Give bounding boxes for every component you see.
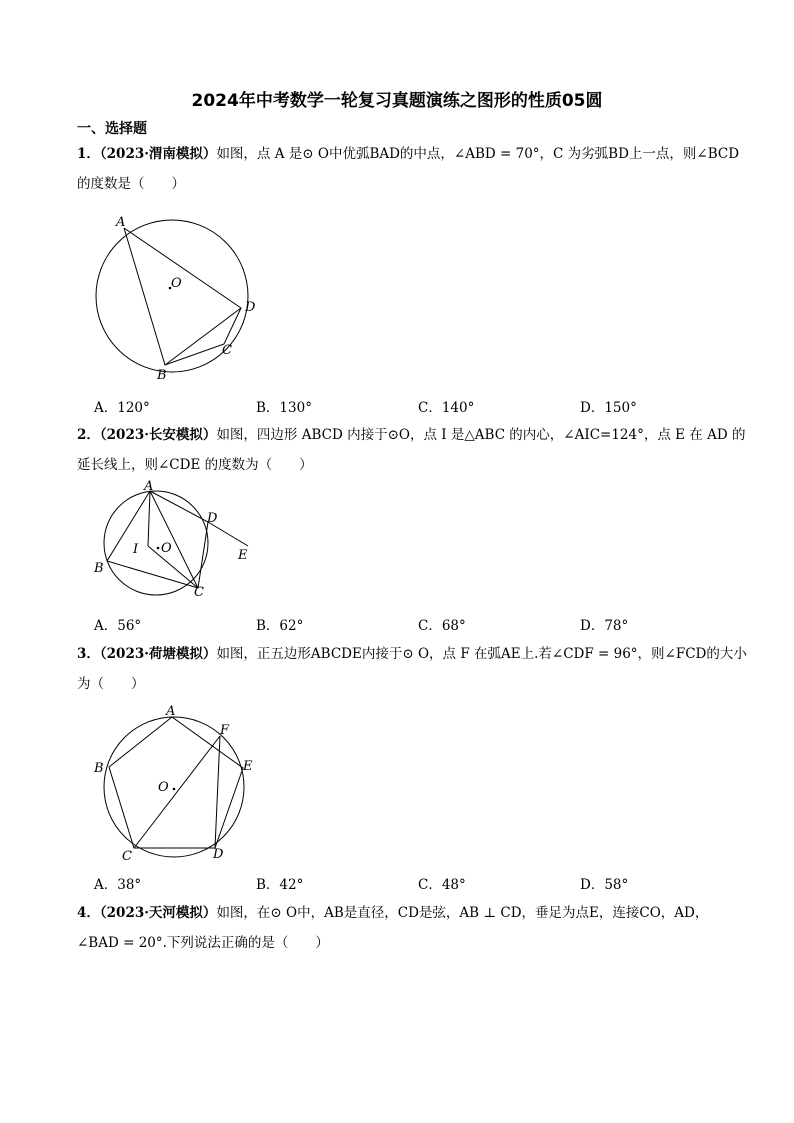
q1-option-b[interactable]: B．130° [256, 400, 312, 416]
question-text: 如图，点 A 是⊙ O中优弧BAD的中点，∠ABD = 70°，C 为劣弧BD上一点，则∠BCD [216, 146, 740, 162]
q3-option-d[interactable]: D．58° [580, 877, 629, 893]
question-3-figure [90, 700, 265, 865]
q1-option-c[interactable]: C．140° [418, 400, 475, 416]
label-i: I [133, 542, 139, 557]
q2-option-d[interactable]: D．78° [580, 618, 629, 634]
label-a: A [116, 215, 126, 230]
q2-option-c[interactable]: C．68° [418, 618, 466, 634]
circle-o [104, 717, 244, 857]
question-text: 如图，正五边形ABCDE内接于⊙ O，点 F 在弧AE上.若∠CDF = 96°，则∠FCD的大小 [216, 646, 747, 662]
question-number: 1． [77, 146, 100, 162]
label-c: C [122, 849, 132, 864]
label-f: F [220, 723, 230, 738]
center-dot [157, 547, 160, 550]
label-o: O [158, 780, 169, 795]
segment-cf [134, 736, 220, 848]
page-title: 2024年中考数学一轮复习真题演练之图形的性质05圆 [191, 91, 603, 111]
label-b: B [157, 368, 167, 383]
circle-o [104, 491, 208, 595]
label-d: D [213, 847, 224, 862]
section-heading: 一、选择题 [77, 121, 147, 137]
q3-option-a[interactable]: A．38° [94, 877, 142, 893]
center-dot [173, 788, 176, 791]
label-o: O [161, 541, 172, 556]
label-d: D [245, 300, 256, 315]
question-4-line-1 [77, 903, 708, 923]
question-number: 4． [77, 905, 100, 921]
question-source: （2023·长安模拟） [99, 427, 217, 443]
question-2-line-1 [77, 425, 745, 445]
question-1-line-2: 的度数是（ ） [77, 176, 185, 192]
label-b: B [94, 761, 104, 776]
q1-option-d[interactable]: D．150° [580, 400, 637, 416]
question-source: （2023·荷塘模拟） [99, 646, 217, 662]
question-source: （2023·天河模拟） [99, 905, 217, 921]
label-a: A [166, 704, 176, 719]
question-1-figure [88, 210, 268, 385]
label-c: C [194, 585, 204, 600]
segment-ai [148, 491, 150, 546]
question-3-line-1 [77, 644, 747, 664]
label-d: D [207, 511, 218, 526]
q2-option-a[interactable]: A．56° [94, 618, 142, 634]
q3-option-c[interactable]: C．48° [418, 877, 466, 893]
label-a: A [144, 479, 154, 494]
q1-option-a[interactable]: A．120° [94, 400, 150, 416]
question-number: 2． [77, 427, 100, 443]
question-4-line-2: ∠BAD = 20°.下列说法正确的是（ ） [77, 935, 329, 951]
label-o: O [171, 276, 182, 291]
label-e: E [238, 548, 248, 563]
question-number: 3． [77, 646, 100, 662]
question-source: （2023·渭南模拟） [99, 146, 217, 162]
label-e: E [243, 759, 253, 774]
segment-df [215, 736, 220, 848]
chord-ac [150, 491, 198, 588]
question-3-line-2: 为（ ） [77, 676, 145, 692]
q3-option-b[interactable]: B．42° [256, 877, 304, 893]
question-2-line-2: 延长线上，则∠CDE 的度数为（ ） [77, 457, 313, 473]
question-1-line-1 [77, 144, 739, 164]
segment-ci [148, 546, 198, 588]
label-c: C [222, 343, 232, 358]
question-text: 如图，四边形 ABCD 内接于⊙O，点 I 是△ABC 的内心，∠AIC=124°，点 E 在 AD 的 [216, 427, 746, 443]
question-text: 如图，在⊙ O中，AB是直径，CD是弦，AB ⊥ CD，垂足为点E，连接CO，AD， [216, 905, 709, 921]
q2-option-b[interactable]: B．62° [256, 618, 304, 634]
label-b: B [94, 561, 104, 576]
question-2-figure [90, 478, 260, 603]
